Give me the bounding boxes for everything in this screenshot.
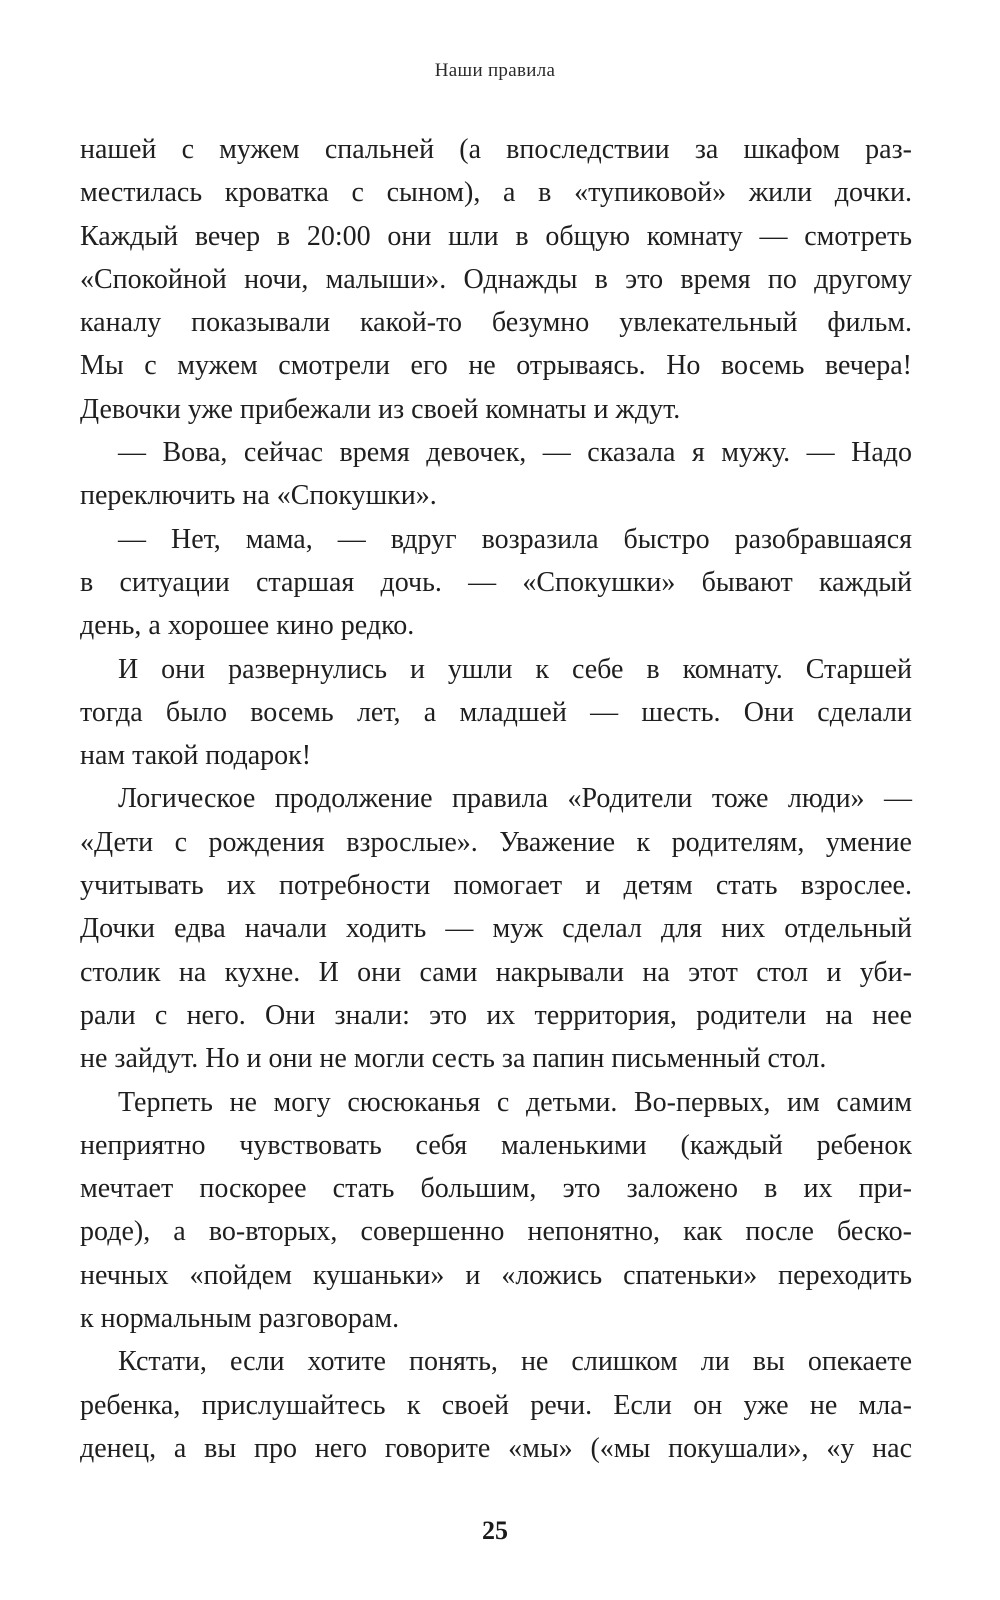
text-line: местилась кроватка с сыном), а в «тупиковой» жили дочки. bbox=[80, 177, 912, 209]
text-line: Мы с мужем смотрели его не отрываясь. Но восемь вечера! bbox=[80, 350, 912, 382]
text-line: рали с него. Они знали: это их территория, родители на нее bbox=[80, 999, 912, 1031]
text-line: роде), а во-вторых, совершенно непонятно, как после беско- bbox=[80, 1216, 912, 1248]
text-line: тогда было восемь лет, а младшей — шесть. Они сделали bbox=[80, 696, 912, 728]
text-line: Девочки уже прибежали из своей комнаты и ждут. bbox=[80, 393, 681, 425]
text-line: Терпеть не могу сюсюканья с детьми. Во-первых, им самим bbox=[118, 1086, 912, 1118]
text-line: — Нет, мама, — вдруг возразила быстро разобравшаяся bbox=[118, 523, 912, 555]
text-line: Кстати, если хотите понять, не слишком ли вы опекаете bbox=[118, 1346, 912, 1378]
text-line: «Дети с рождения взрослые». Уважение к родителям, умение bbox=[80, 826, 912, 858]
text-line: нам такой подарок! bbox=[80, 740, 312, 772]
text-line: не зайдут. Но и они не могли сесть за папин письменный стол. bbox=[80, 1043, 827, 1075]
text-line: Каждый вечер в 20:00 они шли в общую комнату — смотреть bbox=[80, 220, 912, 252]
body-text bbox=[80, 128, 912, 1470]
text-line: к нормальным разговорам. bbox=[80, 1303, 400, 1335]
page-number: 25 bbox=[482, 1516, 508, 1545]
text-line: учитывать их потребности помогает и детям стать взрослее. bbox=[80, 870, 912, 902]
text-line: столик на кухне. И они сами накрывали на этот стол и уби- bbox=[80, 956, 912, 988]
text-line: мечтает поскорее стать большим, это заложено в их при- bbox=[80, 1173, 912, 1205]
text-line: день, а хорошее кино редко. bbox=[80, 610, 415, 642]
text-line: ребенка, прислушайтесь к своей речи. Если он уже не мла- bbox=[80, 1389, 912, 1421]
text-line: Дочки едва начали ходить — муж сделал для них отдельный bbox=[80, 913, 912, 945]
text-line: переключить на «Спокушки». bbox=[80, 480, 437, 512]
text-line: в ситуации старшая дочь. — «Спокушки» бывают каждый bbox=[80, 566, 912, 598]
text-line: «Спокойной ночи, малыши». Однажды в это время по другому bbox=[80, 263, 912, 295]
text-line: И они развернулись и ушли к себе в комнату. Старшей bbox=[118, 653, 912, 685]
text-line: нашей с мужем спальней (а впоследствии за шкафом раз- bbox=[80, 134, 912, 165]
text-line: Логическое продолжение правила «Родители тоже люди» — bbox=[118, 783, 912, 815]
text-line: нечных «пойдем кушаньки» и «ложись спатеньки» переходить bbox=[80, 1259, 912, 1291]
text-line: каналу показывали какой-то безумно увлекательный фильм. bbox=[80, 307, 912, 339]
text-line: денец, а вы про него говорите «мы» («мы покушали», «у нас bbox=[80, 1432, 912, 1464]
text-line: неприятно чувствовать себя маленькими (каждый ребенок bbox=[80, 1129, 912, 1161]
text-line: — Вова, сейчас время девочек, — сказала я мужу. — Надо bbox=[118, 437, 912, 469]
running-head: Наши правила bbox=[434, 60, 556, 81]
